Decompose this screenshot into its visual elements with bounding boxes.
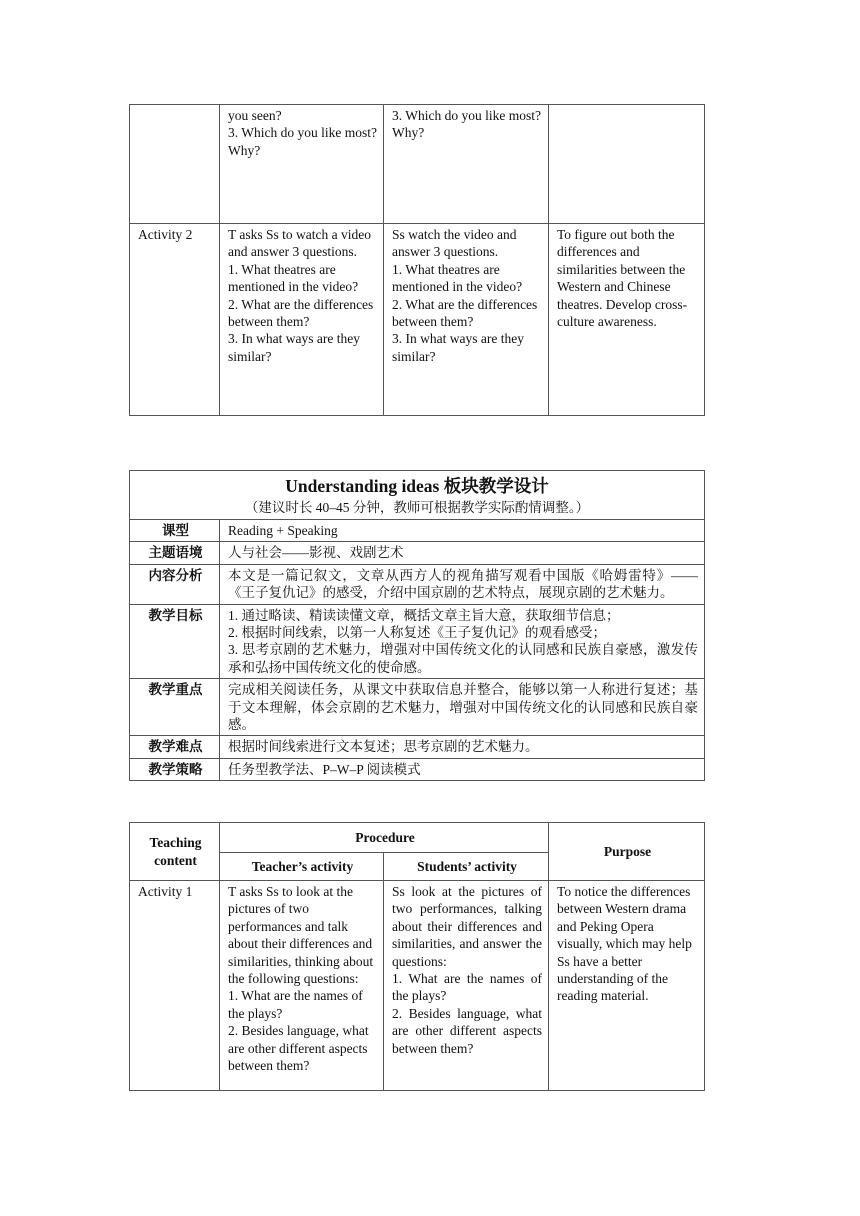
cell-line: Ss watch the video and answer 3 questions. <box>392 227 517 260</box>
row-label: 主题语境 <box>130 542 220 564</box>
cell-teaching-content: Activity 2 <box>130 224 220 416</box>
table-row <box>130 520 705 542</box>
table-row <box>130 679 705 736</box>
cell-students-activity <box>384 881 549 1091</box>
activity-table-continued <box>129 104 705 416</box>
cell-line: you seen? <box>228 108 282 123</box>
row-label: 课型 <box>130 520 220 542</box>
row-content <box>220 758 705 780</box>
header-students-activity: Students’ activity <box>384 853 549 881</box>
cell-teaching-content: Activity 1 <box>130 881 220 1091</box>
procedure-table <box>129 822 705 1091</box>
cell-purpose <box>549 105 705 224</box>
table-title-cell <box>130 471 705 520</box>
cell-teachers-activity <box>220 224 384 416</box>
cell-line: 3. 思考京剧的艺术魅力，增强对中国传统文化的认同感和民族自豪感，激发传承和弘扬中国传统文化的使命感。 <box>228 642 698 675</box>
cell-line: To notice the differences between Western drama and Peking Opera visually, which may help Ss have a better understanding of the reading material. <box>557 884 692 1004</box>
table-header-row <box>130 823 705 853</box>
header-procedure: Procedure <box>220 823 549 853</box>
cell-line: 1. 通过略读、精读读懂文章，概括文章主旨大意，获取细节信息； <box>228 607 620 623</box>
table-row <box>130 564 705 604</box>
cell-line: 1. What theatres are mentioned in the video? <box>228 261 359 295</box>
header-purpose: Purpose <box>549 823 705 881</box>
table-row <box>130 105 705 224</box>
table-row <box>130 736 705 758</box>
cell-line: T asks Ss to look at the pictures of two performances and talk about their differences and similarities, thinking about the following questions: <box>228 884 374 987</box>
cell-line: 根据时间线索进行文本复述；思考京剧的艺术魅力。 <box>228 739 539 755</box>
row-content <box>220 564 705 604</box>
cell-line: 2. What are the differences between them? <box>228 296 374 330</box>
row-content <box>220 542 705 564</box>
cell-line: 人与社会——影视、戏剧艺术 <box>228 545 404 561</box>
cell-line: 2. Besides language, what are other different aspects between them? <box>392 1005 543 1056</box>
cell-line: 本文是一篇记叙文，文章从西方人的视角描写观看中国版《哈姆雷特》——《王子复仇记》的感受，介绍中国京剧的艺术特点，展现京剧的艺术魅力。 <box>228 567 698 601</box>
row-content <box>220 736 705 758</box>
cell-students-activity <box>384 105 549 224</box>
table-subtitle: （建议时长 40–45 分钟，教师可根据教学实际酌情调整。） <box>244 500 590 515</box>
row-label: 内容分析 <box>130 564 220 604</box>
cell-students-activity <box>384 224 549 416</box>
table-row <box>130 881 705 1091</box>
row-label: 教学目标 <box>130 604 220 679</box>
cell-line: T asks Ss to watch a video and answer 3 questions. <box>228 227 371 260</box>
table-row <box>130 224 705 416</box>
cell-line: 3. In what ways are they similar? <box>228 331 360 364</box>
table-row <box>130 758 705 780</box>
cell-line: 3. Which do you like most? Why? <box>392 108 541 141</box>
row-content <box>220 679 705 736</box>
table-row <box>130 604 705 679</box>
cell-line: 2. 根据时间线索，以第一人称复述《王子复仇记》的观看感受； <box>228 625 606 641</box>
lesson-design-table <box>129 470 705 781</box>
cell-line: 1. What are the names of the plays? <box>392 971 543 1004</box>
row-label: 教学重点 <box>130 679 220 736</box>
cell-line: To figure out both the differences and similarities between the Western and Chinese theatres. Develop cross-culture awareness. <box>557 227 688 330</box>
header-teaching-content: Teaching content <box>130 823 220 881</box>
table-row <box>130 542 705 564</box>
table-title: Understanding ideas 板块教学设计 <box>285 476 549 496</box>
cell-teachers-activity <box>220 881 384 1091</box>
cell-line: 完成相关阅读任务，从课文中获取信息并整合，能够以第一人称进行复述；基于文本理解，体会京剧的艺术魅力，增强对中国传统文化的认同感和民族自豪感。 <box>228 682 698 733</box>
cell-line: 1. What are the names of the plays? <box>228 988 363 1021</box>
row-content <box>220 604 705 679</box>
row-label: 教学难点 <box>130 736 220 758</box>
cell-line: 2. Besides language, what are other different aspects between them? <box>228 1023 369 1074</box>
table-title-row <box>130 471 705 520</box>
cell-line: 2. What are the differences between them? <box>392 296 538 330</box>
cell-line: Ss look at the pictures of two performances, talking about their differences and similarities, and answer the questions: <box>392 884 543 969</box>
cell-teaching-content <box>130 105 220 224</box>
header-teachers-activity: Teacher’s activity <box>220 853 384 881</box>
row-label: 教学策略 <box>130 758 220 780</box>
row-content <box>220 520 705 542</box>
cell-line: 3. Which do you like most? Why? <box>228 125 377 158</box>
cell-teachers-activity <box>220 105 384 224</box>
cell-line: 任务型教学法、P–W–P 阅读模式 <box>228 761 421 777</box>
cell-line: 1. What theatres are mentioned in the video? <box>392 261 523 295</box>
cell-purpose <box>549 224 705 416</box>
cell-line: Reading + Speaking <box>228 523 338 538</box>
cell-line: 3. In what ways are they similar? <box>392 331 524 364</box>
cell-purpose <box>549 881 705 1091</box>
